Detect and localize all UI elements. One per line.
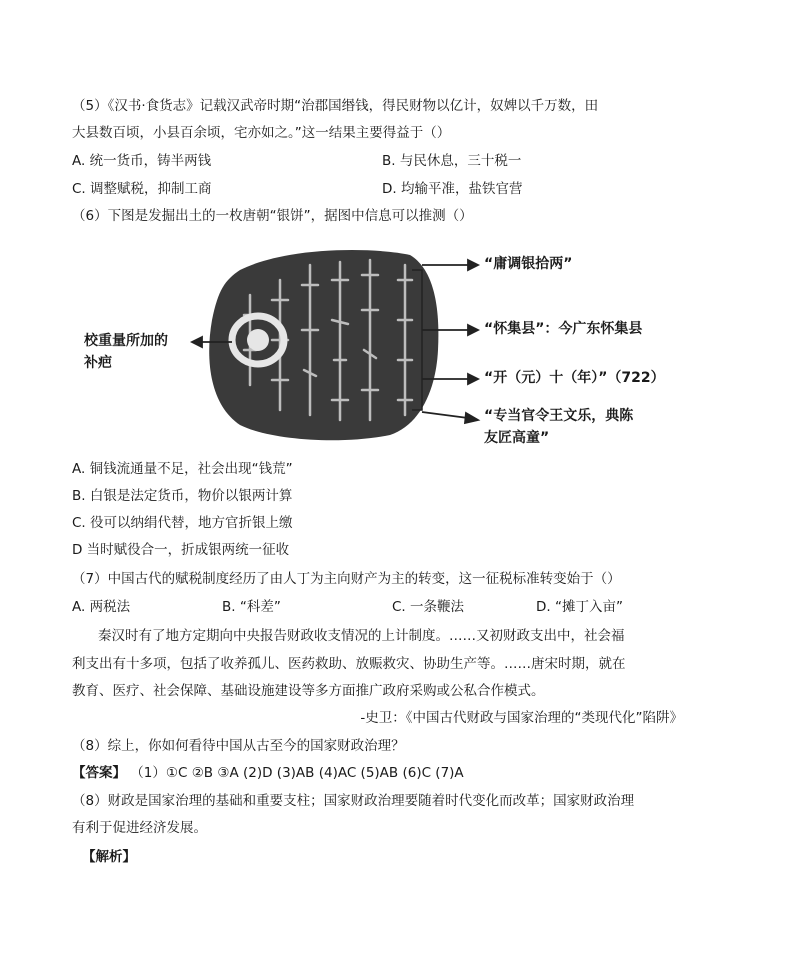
q5-option-d: D. 均输平准，盐铁官营 — [382, 181, 523, 197]
figure-label-patch-line1: 校重量所加的 — [84, 333, 168, 349]
answer-block — [72, 764, 464, 782]
figure-label-era: “开（元）十（年）”（722） — [484, 370, 665, 386]
answer-q8-line1: （8）财政是国家治理的基础和重要支柱；国家财政治理要随着时代变化而改革；国家财政治理 — [72, 793, 635, 809]
material-line2: 利支出有十多项，包括了收养孤儿、医药救助、放赈救灾、协助生产等。……唐宋时期，就在 — [72, 656, 626, 672]
silver-cake-figure — [60, 240, 740, 450]
answer-text: （1）①C ②B ③A (2)D (3)AB (4)AC (5)AB (6)C (7)A — [130, 765, 464, 781]
q7-option-d: D. “摊丁入亩” — [536, 599, 623, 615]
q6-option-a: A. 铜钱流通量不足，社会出现“钱荒” — [72, 461, 293, 477]
q5-stem-line1: （5）《汉书·食货志》记载汉武帝时期“治郡国缗钱，得民财物以亿计，奴婢以千万数，田 — [72, 98, 599, 114]
q5-option-b: B. 与民休息，三十税一 — [382, 153, 522, 169]
q7-stem: （7）中国古代的赋税制度经历了由人丁为主向财产为主的转变，这一征税标准转变始于（） — [72, 571, 621, 587]
figure-label-officials-line2: 友匠高童” — [484, 430, 550, 446]
answer-q8-line2: 有利于促进经济发展。 — [72, 820, 207, 836]
q6-stem: （6）下图是发掘出土的一枚唐朝“银饼”，据图中信息可以推测（） — [72, 208, 473, 224]
analysis-label: 【解析】 — [82, 849, 136, 865]
q5-stem-line2: 大县数百顷，小县百余顷，宅亦如之。”这一结果主要得益于（） — [72, 125, 451, 141]
material-line3: 教育、医疗、社会保障、基础设施建设等多方面推广政府采购或公私合作模式。 — [72, 683, 545, 699]
figure-label-county: “怀集县”：今广东怀集县 — [484, 321, 643, 337]
figure-label-tax-silver: “庸调银拾两” — [484, 256, 573, 272]
q7-option-a: A. 两税法 — [72, 599, 131, 615]
answer-label: 【答案】 — [72, 765, 126, 781]
material-line1: 秦汉时有了地方定期向中央报告财政收支情况的上计制度。……又初财政支出中，社会福 — [98, 628, 625, 644]
figure-label-officials-line1: “专当官令王文乐，典陈 — [484, 408, 634, 424]
q6-option-c: C. 役可以纳绢代替，地方官折银上缴 — [72, 515, 293, 531]
q7-option-b: B. “科差” — [222, 599, 281, 615]
q6-option-d: D 当时赋役合一，折成银两统一征收 — [72, 542, 290, 558]
q5-option-a: A. 统一货币，铸半两钱 — [72, 153, 212, 169]
q7-option-c: C. 一条鞭法 — [392, 599, 465, 615]
material-source: -史卫：《中国古代财政与国家治理的“类现代化”陷阱》 — [360, 710, 683, 726]
figure-label-patch-line2: 补疤 — [84, 355, 112, 371]
q6-option-b: B. 白银是法定货币，物价以银两计算 — [72, 488, 293, 504]
q8-stem: （8）综上，你如何看待中国从古至今的国家财政治理？ — [72, 738, 405, 754]
q5-option-c: C. 调整赋税，抑制工商 — [72, 181, 212, 197]
